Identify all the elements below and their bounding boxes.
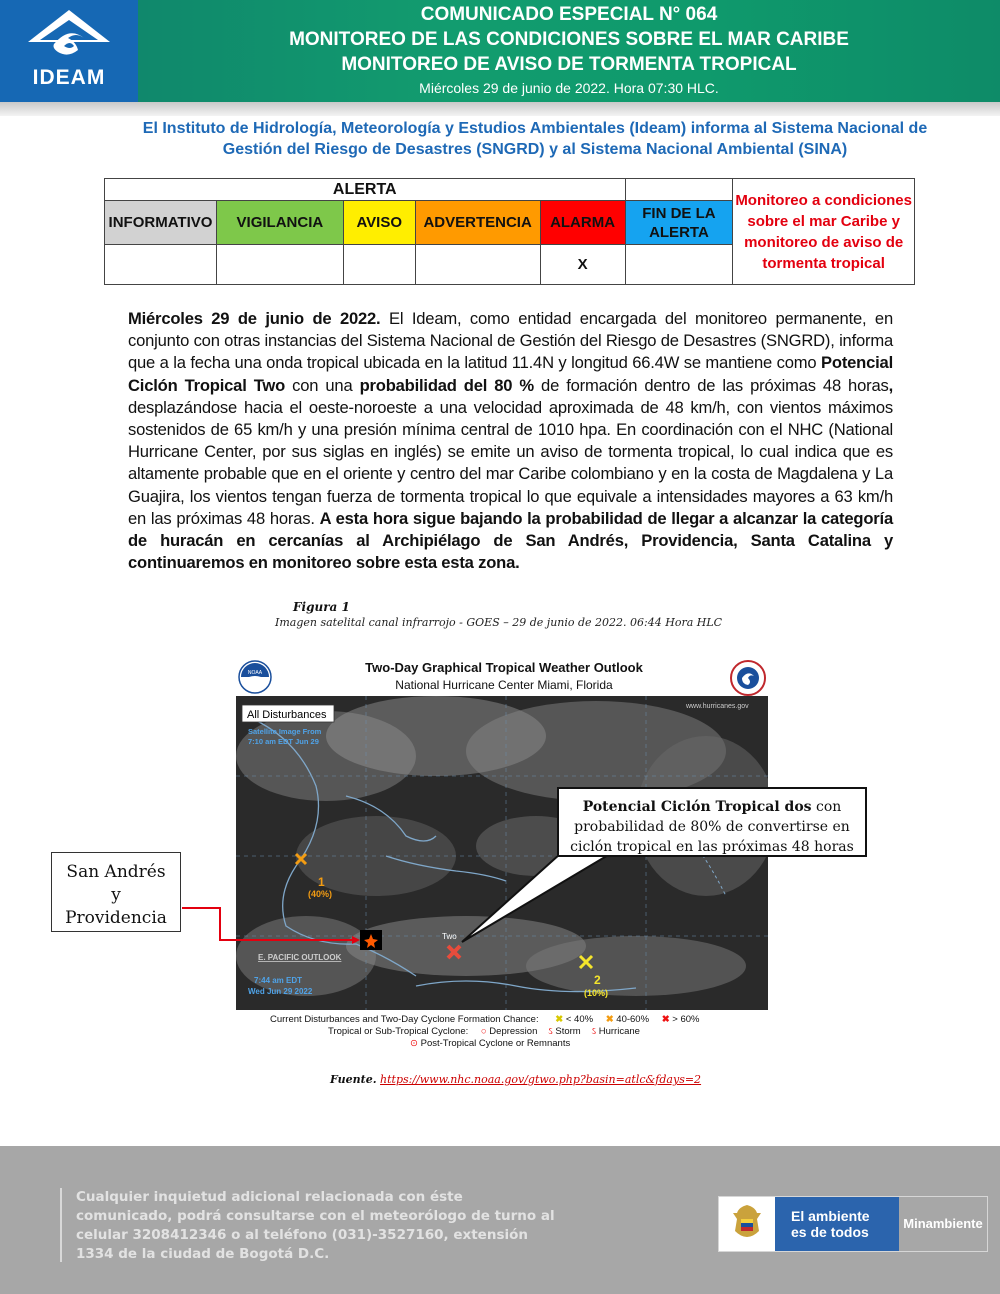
red-x-icon: ✖ [661, 1014, 670, 1025]
footer [0, 1146, 1000, 1294]
header-titles [138, 2, 1000, 97]
map-title: Two-Day Graphical Tropical Weather Outlook [365, 660, 643, 675]
sa-line1: San Andrés [66, 862, 166, 882]
mark-informativo [105, 245, 217, 285]
yellow-x-icon: ✖ [555, 1014, 564, 1025]
system2-number: 2 [594, 973, 601, 987]
source-label: Fuente. [330, 1073, 377, 1086]
level-vigilancia: VIGILANCIA [216, 201, 343, 245]
logo-text: IDEAM [32, 66, 106, 89]
ministry-label: Minambiente [903, 1216, 983, 1231]
depression-icon: ○ [480, 1026, 487, 1037]
legend-storm: Storm [555, 1026, 581, 1037]
header-title-line2: MONITOREO DE LAS CONDICIONES SOBRE EL MAR CARIBE [289, 29, 849, 50]
mark-fin [625, 245, 733, 285]
body-conclusion: A esta hora sigue bajando la probabilidad de llegar a alcanzar la categoría de huracán en cercanías al Archipiélago de San Andrés, Providencia, Santa Catalina y continuaremos en monitoreo sobre esta esta zona. [128, 508, 893, 573]
map-subtitle: National Hurricane Center Miami, Florida [395, 678, 613, 692]
legend-40-60: 40-60% [616, 1014, 650, 1025]
intro-statement: El Instituto de Hidrología, Meteorología y Estudios Ambientales (Ideam) informa al Sistema Nacional de Gestión del Riesgo de Desastres (SNGRD) y al Sistema Nacional Ambiental (SINA) [142, 120, 928, 158]
two-label: Two [442, 932, 457, 941]
storm-icon: ઽ [548, 1026, 553, 1037]
all-disturbances-label: All Disturbances [247, 709, 327, 721]
legend-row-1 [270, 1014, 700, 1025]
callout-text: con probabilidad de 80% de convertirse en ciclón tropical en las próximas 48 horas [570, 799, 854, 855]
footer-divider [60, 1188, 62, 1262]
ideam-logo [0, 0, 138, 102]
communique-number: COMUNICADO ESPECIAL N° 064 [420, 4, 718, 25]
figure-source [330, 1073, 701, 1086]
mark-vigilancia [216, 245, 343, 285]
source-link[interactable]: https://www.nhc.noaa.gov/gtwo.php?basin=atlc&fdays=2 [380, 1073, 702, 1086]
ambiente-line1: El ambiente [791, 1208, 870, 1224]
ambiente-line2: es de todos [791, 1224, 869, 1240]
body-paragraph [128, 308, 893, 574]
system2-pct: (10%) [584, 988, 609, 998]
ideam-logo-icon [24, 8, 114, 66]
system1-pct: (40%) [308, 889, 333, 899]
body-text-a: El Ideam, como entidad encargada del monitoreo permanente, en conjunto con otras instancias del Sistema Nacional de Gestión del Riesgo de Desastres (SNGRD), informa que a la fecha una onda tropical ubicada en la latitud 11.4N y longitud 66.4W se mantiene como [128, 309, 893, 373]
level-fin-alerta: FIN DE LA ALERTA [625, 201, 733, 245]
body-comma: , [888, 375, 893, 395]
alerta-header: ALERTA [332, 180, 397, 198]
mark-advertencia [415, 245, 540, 285]
body-probability: probabilidad del 80 % [359, 375, 534, 395]
legend-post-tropical: Post-Tropical Cyclone or Remnants [420, 1038, 571, 1049]
legend-formation-label: Current Disturbances and Two-Day Cyclone Formation Chance: [270, 1014, 539, 1025]
level-alarma: ALARMA [540, 201, 625, 245]
empty-header-cell [625, 179, 733, 201]
header-title-line3: MONITOREO DE AVISO DE TORMENTA TROPICAL [341, 54, 797, 75]
callout-pointer [440, 850, 620, 950]
mark-alarma: X [540, 245, 625, 285]
body-text-c: de formación dentro de las próximas 48 horas [533, 375, 889, 395]
callout-title: Potencial Ciclón Tropical dos [582, 799, 812, 815]
header-shadow-band [0, 102, 1000, 116]
orange-x-icon: ✖ [605, 1014, 614, 1025]
monitoring-label: Monitoreo a condiciones sobre el mar Caribe y monitoreo de aviso de tormenta tropical [733, 179, 915, 285]
legend-gt60: > 60% [672, 1014, 700, 1025]
watermark: www.hurricanes.gov [686, 703, 749, 710]
colombia-seal-icon [719, 1197, 775, 1251]
callout-box [557, 787, 867, 857]
gov-branding [718, 1196, 988, 1252]
legend-cyclone-label: Tropical or Sub-Tropical Cyclone: [328, 1026, 469, 1037]
system1-number: 1 [318, 875, 325, 889]
figure-caption: Imagen satelital canal infrarrojo - GOES – 29 de junio de 2022. 06:44 Hora HLC [275, 616, 723, 629]
pacific-date: Wed Jun 29 2022 [248, 987, 313, 996]
sa-line3: Providencia [65, 908, 167, 928]
figure-label: Figura 1 [293, 600, 350, 614]
ambiente-slogan [775, 1197, 899, 1251]
footer-contact: Cualquier inquietud adicional relacionada con éste comunicado, podrá consultarse con el meteorólogo de turno al celular 3208412346 o al teléfono (031)-3527160, extensión 1334 de la ciudad de Bogotá D.C. [76, 1189, 555, 1262]
alerta-header-cell [105, 179, 626, 201]
alert-table [104, 178, 915, 285]
noaa-logo-text: NOAA [247, 670, 263, 676]
body-text-d: desplazándose hacia el oeste-noroeste a una velocidad aproximada de 48 km/h, con vientos máximos sostenidos de 65 km/h y una presión mínima central de 1010 hpa. En coordinación con el NHC (National Hurricane Center, por sus siglas en inglés) se emite un aviso de tormenta tropical, lo cual indica que es altamente probable que en el oriente y centro del mar Caribe colombiano y en la costa de Magdalena y La Guajira, los vientos tengan fuerza de tormenta tropical lo que equivale a intensidades mayores a 63 km/h en las próximas 48 horas. [128, 397, 893, 528]
pacific-outlook-label: E. PACIFIC OUTLOOK [258, 953, 342, 962]
pacific-time: 7:44 am EDT [254, 976, 303, 985]
legend-row-2 [328, 1026, 640, 1037]
header-date: Miércoles 29 de junio de 2022. Hora 07:30 HLC. [419, 80, 719, 96]
san-andres-label-box [51, 852, 181, 932]
hurricane-icon: ઽ [591, 1026, 597, 1037]
sat-image-label: Satellite Image From [248, 727, 322, 736]
san-andres-arrow [180, 896, 360, 946]
body-date: Miércoles 29 de junio de 2022. [128, 309, 381, 328]
level-aviso: AVISO [343, 201, 415, 245]
legend-hurricane: Hurricane [598, 1026, 640, 1037]
legend-depression: Depression [489, 1026, 538, 1037]
level-advertencia: ADVERTENCIA [415, 201, 540, 245]
sa-line2: y [111, 885, 121, 905]
body-system-name: Potencial Ciclón Tropical Two [128, 353, 893, 395]
body-text-b: con una [285, 375, 360, 395]
legend-lt40: < 40% [565, 1014, 594, 1025]
nws-logo-icon [730, 660, 766, 696]
mark-aviso [343, 245, 415, 285]
level-informativo: INFORMATIVO [105, 201, 217, 245]
post-tropical-icon: ⊙ [410, 1038, 418, 1049]
header-band [0, 0, 1000, 102]
legend-row-3 [410, 1038, 570, 1049]
sat-image-time: 7:10 am EDT Jun 29 [248, 737, 319, 746]
